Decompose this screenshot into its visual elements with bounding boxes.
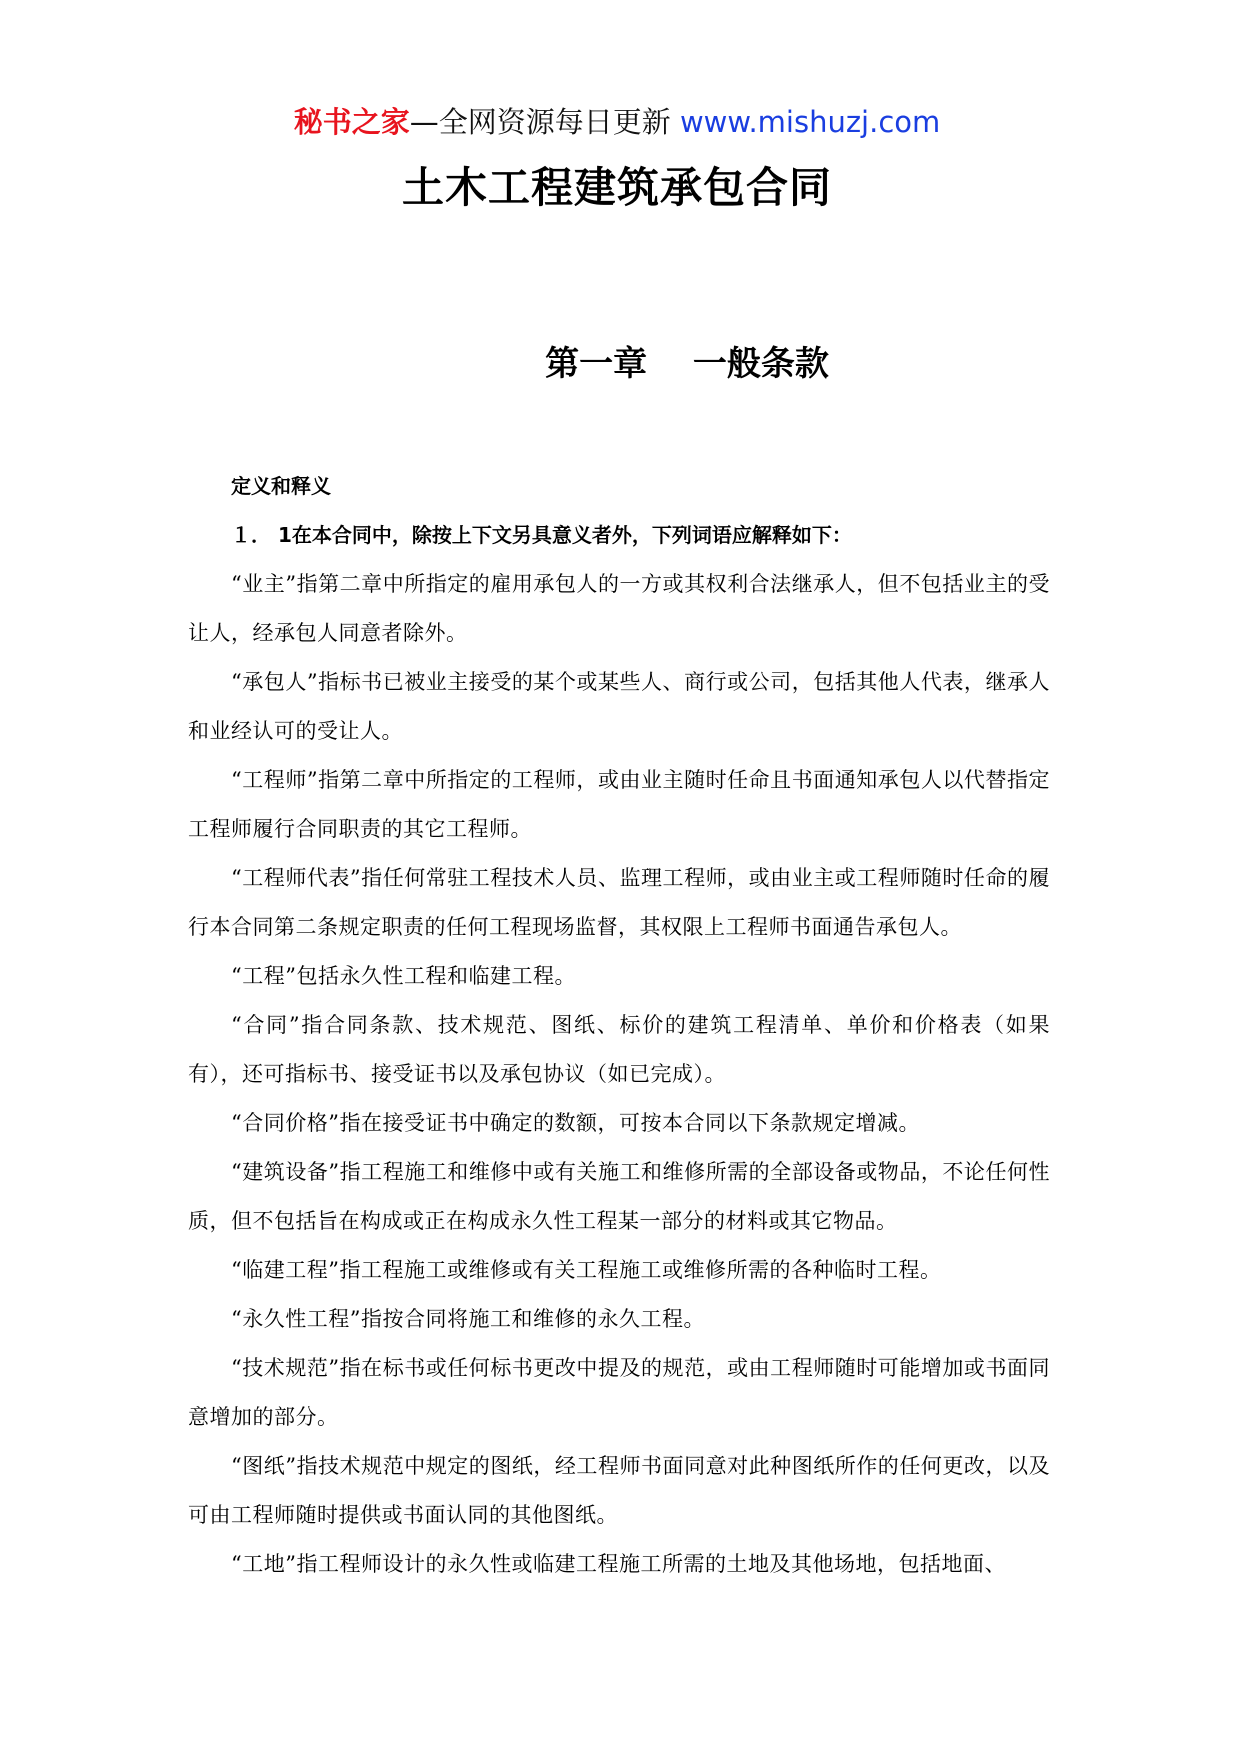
definition-paragraph: “建筑设备”指工程施工和维修中或有关施工和维修所需的全部设备或物品，不论任何性质，但不包括旨在构成或正在构成永久性工程某一部分的材料或其它物品。 — [188, 1160, 1050, 1233]
chapter-title: 第一章 一般条款 — [545, 344, 829, 384]
definition-paragraph: “业主”指第二章中所指定的雇用承包人的一方或其权利合法继承人，但不包括业主的受让人，经承包人同意者除外。 — [188, 572, 1050, 645]
definition-paragraph: “临建工程”指工程施工或维修或有关工程施工或维修所需的各种临时工程。 — [231, 1258, 942, 1282]
document-title: 土木工程建筑承包合同 — [401, 163, 832, 212]
definition-paragraph: “工程师”指第二章中所指定的工程师，或由业主随时任命且书面通知承包人以代替指定工程师履行合同职责的其它工程师。 — [188, 768, 1050, 841]
definition-paragraph: “合同价格”指在接受证书中确定的数额，可按本合同以下条款规定增减。 — [231, 1111, 920, 1135]
site-banner — [0, 102, 1234, 142]
banner-brand: 秘书之家 — [293, 105, 410, 139]
document-body — [188, 462, 1050, 1589]
banner-tagline: —全网资源每日更新 — [409, 105, 680, 139]
definition-paragraph: “合同”指合同条款、技术规范、图纸、标价的建筑工程清单、单价和价格表（如果有），还可指标书、接受证书以及承包协议（如已完成）。 — [188, 1013, 1050, 1086]
definition-paragraph: “图纸”指技术规范中规定的图纸，经工程师书面同意对此种图纸所作的任何更改，以及可由工程师随时提供或书面认同的其他图纸。 — [188, 1454, 1050, 1527]
banner-url[interactable]: www.mishuzj.com — [679, 105, 941, 139]
clause-heading: １． 1在本合同中，除按上下文另具意义者外，下列词语应解释如下： — [231, 523, 852, 547]
definition-paragraph: “工程”包括永久性工程和临建工程。 — [231, 964, 576, 988]
definition-paragraph: “工地”指工程师设计的永久性或临建工程施工所需的土地及其他场地，包括地面、 — [231, 1552, 1006, 1576]
definition-paragraph: “承包人”指标书已被业主接受的某个或某些人、商行或公司，包括其他人代表，继承人和业经认可的受让人。 — [188, 670, 1050, 743]
definition-paragraph: “工程师代表”指任何常驻工程技术人员、监理工程师，或由业主或工程师随时任命的履行本合同第二条规定职责的任何工程现场监督，其权限上工程师书面通告承包人。 — [188, 866, 1050, 939]
definition-paragraph: “永久性工程”指按合同将施工和维修的永久工程。 — [231, 1307, 705, 1331]
definition-paragraph: “技术规范”指在标书或任何标书更改中提及的规范，或由工程师随时可能增加或书面同意增加的部分。 — [188, 1356, 1050, 1429]
section-heading: 定义和释义 — [231, 474, 331, 498]
